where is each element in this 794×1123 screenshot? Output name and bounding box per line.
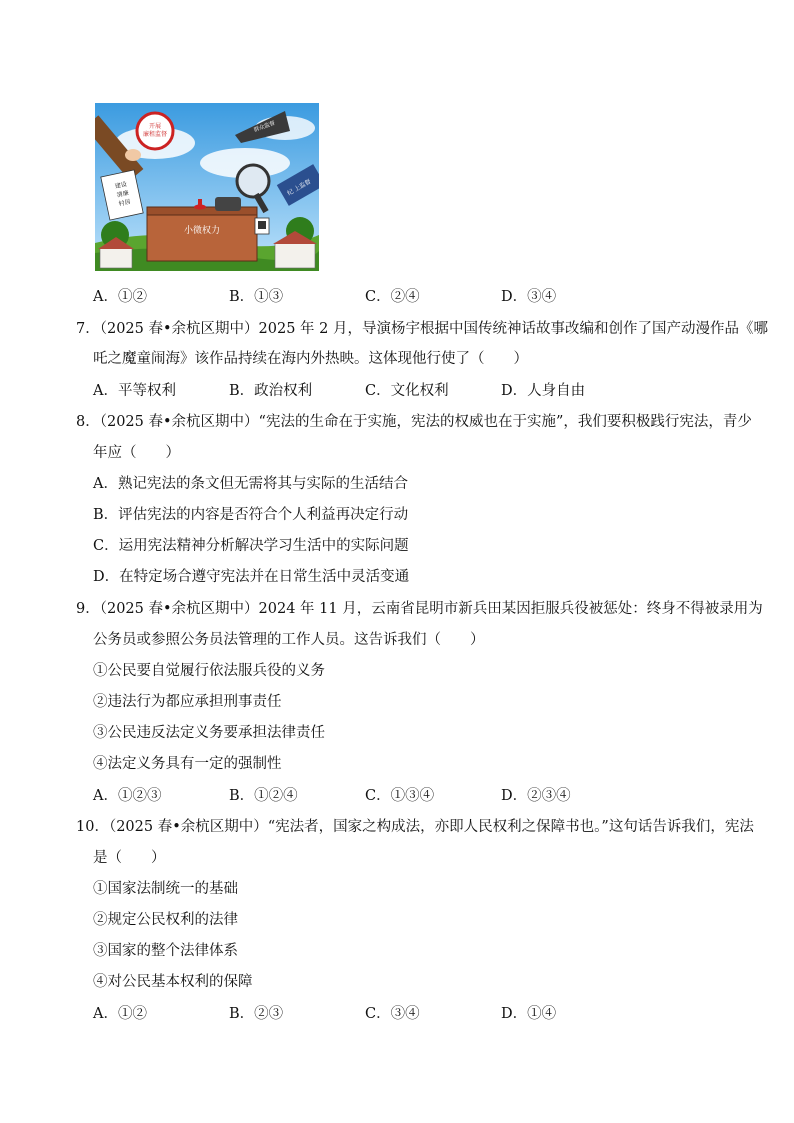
q8-option-c[interactable]: C．运用宪法精神分析解决学习生活中的实际问题 xyxy=(93,538,409,554)
q6-option-a[interactable]: A．①② xyxy=(93,289,147,305)
q10-option-a[interactable]: A．①② xyxy=(93,1006,147,1022)
q9-option-b[interactable]: B．①②④ xyxy=(229,788,298,804)
q7-stem-line2: 吒之魔童闹海》该作品持续在海内外热映。这体现他行使了（ ） xyxy=(93,351,528,367)
q10-stem-line1: 10．（2025 春•余杭区期中）“宪法者，国家之构成法，亦即人民权利之保障书也。”这句话告诉我们，宪法 xyxy=(76,819,754,835)
q9-item-3: ③公民违反法定义务要承担法律责任 xyxy=(93,725,325,741)
q10-option-d[interactable]: D．①④ xyxy=(501,1006,557,1022)
svg-text:建设: 建设 xyxy=(114,180,128,191)
q8-option-a[interactable]: A．熟记宪法的条文但无需将其与实际的生活结合 xyxy=(93,476,408,492)
q8-option-d[interactable]: D．在特定场合遵守宪法并在日常生活中灵活变通 xyxy=(93,569,410,585)
q10-option-c[interactable]: C．③④ xyxy=(365,1006,420,1022)
q9-option-a[interactable]: A．①②③ xyxy=(93,788,162,804)
q8-stem-line1: 8．（2025 春•余杭区期中）“宪法的生命在于实施，宪法的权威也在于实施”，我们要积极践行宪法，青少 xyxy=(76,414,752,430)
q9-option-c[interactable]: C．①③④ xyxy=(365,788,435,804)
q7-option-c[interactable]: C．文化权利 xyxy=(365,383,449,399)
q6-option-c[interactable]: C．②④ xyxy=(365,289,420,305)
q6-option-d[interactable]: D．③④ xyxy=(501,289,557,305)
q9-item-4: ④法定义务具有一定的强制性 xyxy=(93,756,282,772)
cartoon-illustration xyxy=(95,103,319,271)
q6-option-b[interactable]: B．①③ xyxy=(229,289,284,305)
q10-item-3: ③国家的整个法律体系 xyxy=(93,943,238,959)
svg-text:村居: 村居 xyxy=(118,198,132,208)
svg-text:群众监督: 群众监督 xyxy=(253,120,277,134)
svg-text:廉租监督: 廉租监督 xyxy=(142,131,168,138)
q7-option-d[interactable]: D．人身自由 xyxy=(501,383,586,399)
q10-option-b[interactable]: B．②③ xyxy=(229,1006,284,1022)
q9-item-2: ②违法行为都应承担刑事责任 xyxy=(93,694,282,710)
q10-stem-line2: 是（ ） xyxy=(93,850,166,866)
svg-text:纪 上监督: 纪 上监督 xyxy=(286,178,313,198)
q8-stem-line2: 年应（ ） xyxy=(93,445,180,461)
cartoon-drawing xyxy=(95,103,319,271)
q8-option-b[interactable]: B．评估宪法的内容是否符合个人利益再决定行动 xyxy=(93,507,409,523)
q9-stem-line1: 9．（2025 春•余杭区期中）2024 年 11 月，云南省昆明市新兵田某因拒服兵役被惩处：终身不得被录用为 xyxy=(76,601,763,617)
q10-item-2: ②规定公民权利的法律 xyxy=(93,912,238,928)
q7-option-b[interactable]: B．政治权利 xyxy=(229,383,313,399)
q7-stem-line1: 7．（2025 春•余杭区期中）2025 年 2 月，导演杨宇根据中国传统神话故事改编和创作了国产动漫作品《哪 xyxy=(76,321,768,337)
q9-option-d[interactable]: D．②③④ xyxy=(501,788,571,804)
q9-stem-line2: 公务员或参照公务员法管理的工作人员。这告诉我们（ ） xyxy=(93,632,485,648)
q9-item-1: ①公民要自觉履行依法服兵役的义务 xyxy=(93,663,325,679)
q10-item-1: ①国家法制统一的基础 xyxy=(93,881,238,897)
svg-text:清廉: 清廉 xyxy=(116,189,130,199)
svg-text:开展: 开展 xyxy=(148,123,162,130)
q10-item-4: ④对公民基本权利的保障 xyxy=(93,974,253,990)
desk-label: 小微权力 xyxy=(183,226,221,236)
q7-option-a[interactable]: A．平等权利 xyxy=(93,383,176,399)
